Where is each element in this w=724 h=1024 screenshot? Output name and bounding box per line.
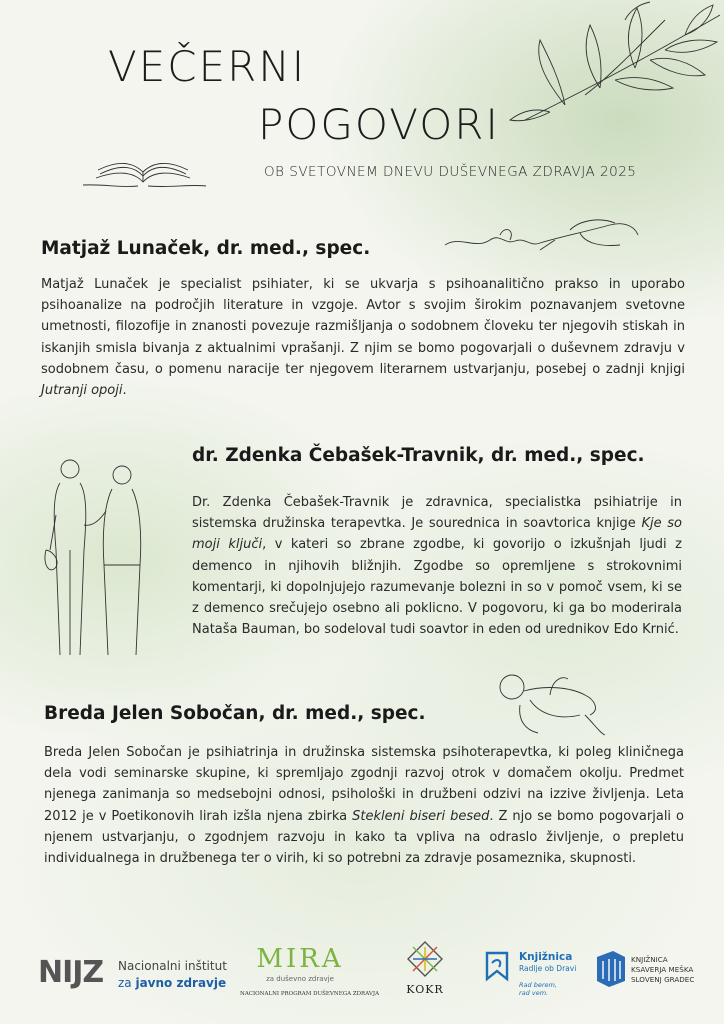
mira-subtitle: NACIONALNI PROGRAM DUŠEVNEGA ZDRAVJA <box>240 991 380 997</box>
nijz-name-line-2 <box>118 976 226 990</box>
radlje-name-line-2: Radlje ob Dravi <box>519 964 577 973</box>
partner-logos <box>0 935 724 1015</box>
nijz-name-prefix: za <box>118 976 136 990</box>
speaker-2-bio-end: , v kateri so zbrane zgodbe, ki govorijo o izkušnjah ljudi z demenco in njihovih bližnjih. Zgodbe so opremljene s strokovnimi komentarji, ki dopolnjujejo razumevanje bolezni in so v pomoč vsem, ki se z demenco srečujejo osebno ali poklicno. V pogovoru, ki ga bo moderirala Nataša Bauman, bo sodeloval tudi soavtor in eden od urednikov Edo Krnić. <box>192 537 682 638</box>
speaker-3-bio <box>44 742 684 869</box>
baby-illustration <box>490 665 610 740</box>
title-line-2: POGOVORI <box>258 100 500 149</box>
nijz-mark: NIJZ <box>38 955 104 990</box>
speaker-1-bio-end: . <box>122 383 127 399</box>
radlje-name-line-1: Knjižnica <box>519 951 573 963</box>
speaker-1-bio-text: Matjaž Lunaček je specialist psihiater, ki se ukvarja s psihoanalitično prakso in uporabo psihoanalize na področjih literature in vzgoje. Avtor s svojim širokim poznavanjem svetovne umetnosti, filozofije in znanosti povezuje razmišljanja o sodobnem človeku ter njegovih stiskah in iskanjih smisla bivanja z aktualnimi vprašanji. Z njim se bomo pogovarjali o duševnem zdravju v sodobnem času, o pomenu naracije ter njegovem literarnem ustvarjanju, posebej o zadnji knjigi <box>41 277 685 377</box>
speaker-3-name: Breda Jelen Sobočan, dr. med., spec. <box>44 703 426 724</box>
radlje-emblem <box>483 949 513 993</box>
ksaverij-name-line-2: KSAVERJA MEŠKA <box>631 965 694 974</box>
kokr-logo <box>405 939 445 996</box>
speaker-3-bio-end: . Z njo se bomo pogovarjali o njenem ustvarjanju, o zgodnjem razvoju in kako ta vpliva na odraslo življenje, o prepletu individualnega in družbenega ter o virih, ki so potrebni za zdravje posameznika, skupnosti. <box>44 808 684 867</box>
speaker-3-book-title: Stekleni biseri besed <box>352 808 490 824</box>
leaves-illustration <box>505 0 724 150</box>
kokr-mark: KOKR <box>406 983 444 996</box>
kokr-emblem <box>405 939 445 979</box>
speaker-1-book-title: Jutranji opoji <box>41 383 123 399</box>
page-subtitle: OB SVETOVNEM DNEVU DUŠEVNEGA ZDRAVJA 2025 <box>264 164 637 180</box>
speaker-2-name: dr. Zdenka Čebašek-Travnik, dr. med., spec. <box>192 445 645 466</box>
ksaverij-name-line-1: KNJIŽNICA <box>631 955 668 964</box>
nijz-name-line-1: Nacionalni inštitut <box>118 959 227 973</box>
mira-tag: za duševno zdravje <box>266 975 334 983</box>
mira-logo <box>240 944 380 997</box>
speaker-3-bio-text: Breda Jelen Sobočan je psihiatrinja in družinska sistemska psihoterapevtka, ki poleg kliničnega dela vodi seminarske skupine, ki spremljajo zgodnji razvoj otrok v domačem okolju. Predmet njenega zanimanja so medsebojni odnosi, psihološki in družbeni odzivi na izzive življenja. Leta 2012 je v Poetikonovih lirah izšla njena zbirka <box>44 745 684 824</box>
ksaverij-name-line-3: SLOVENJ GRADEC <box>631 975 695 984</box>
ksaverij-mesko-library-logo <box>593 949 695 993</box>
nijz-name-bold: javno zdravje <box>135 976 227 990</box>
title-line-1: VEČERNI <box>108 42 307 91</box>
radlje-slogan-1: Rad berem, <box>519 981 557 989</box>
speaker-2-bio-text: Dr. Zdenka Čebašek-Travnik je zdravnica, specialistka psihiatrije in sistemska družinska terapevtka. Je sourednica in soavtorica knjige <box>192 495 682 532</box>
speaker-1-bio <box>41 274 685 401</box>
page-title <box>108 38 500 154</box>
ksaverij-emblem <box>593 949 627 989</box>
speaker-2-book-title: Kje so moji ključi <box>192 516 682 553</box>
radlje-slogan-2: rad vem. <box>519 989 549 997</box>
radlje-library-logo <box>483 949 577 997</box>
elderly-couple-illustration <box>42 455 162 665</box>
speaker-1-name: Matjaž Lunaček, dr. med., spec. <box>41 238 371 259</box>
mira-mark: MIRA <box>256 944 344 974</box>
hand-writing-illustration <box>440 205 640 265</box>
speaker-2-bio <box>192 492 682 640</box>
